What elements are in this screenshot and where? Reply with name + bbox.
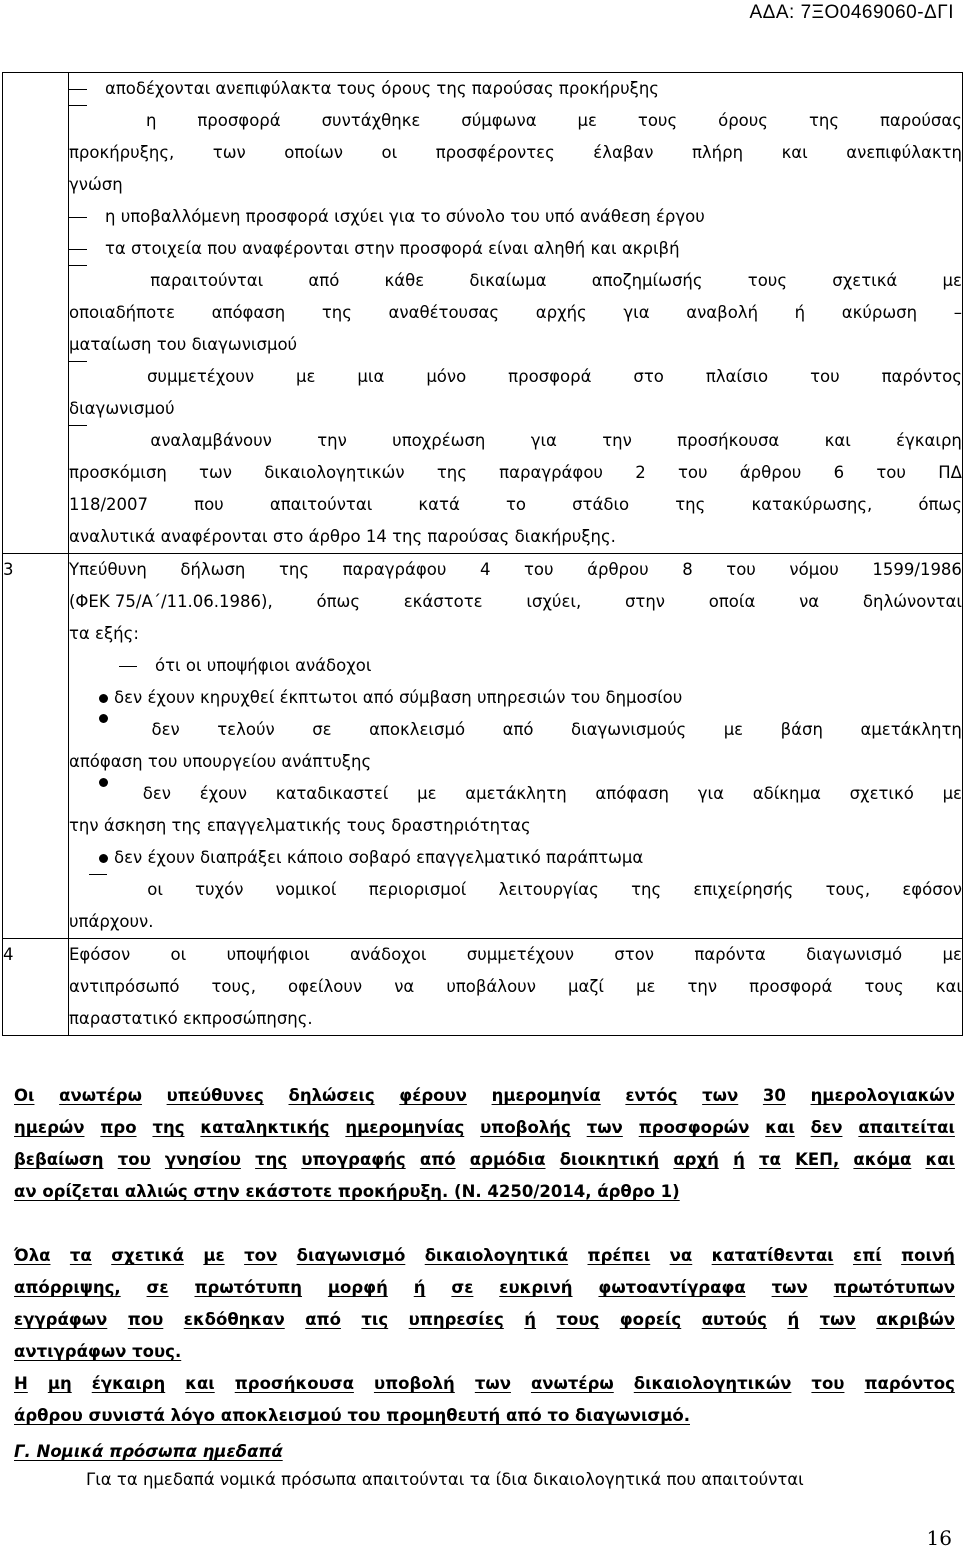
word: πλήρη [691, 143, 744, 162]
word: από [419, 1150, 456, 1169]
word: ΠΔ [938, 463, 962, 482]
word: ακύρωση [841, 303, 918, 322]
word: παραγράφου [342, 560, 447, 579]
word: και [935, 977, 962, 996]
text-line: απόφαση του υπουργείου ανάπτυξης [69, 752, 372, 771]
word: 4 [479, 560, 491, 579]
word: με [942, 271, 962, 290]
justified-line [69, 554, 962, 586]
bullet-icon [99, 714, 108, 723]
word: αποκλεισμό [369, 720, 466, 739]
dash-marker [69, 105, 87, 137]
word: καταληκτικής [200, 1118, 330, 1137]
word: του [523, 560, 554, 579]
word: ποινή [901, 1246, 955, 1265]
word: και [925, 1150, 955, 1169]
word: τις [361, 1310, 389, 1329]
word: του [876, 463, 906, 482]
word: υποχρέωση [392, 431, 486, 450]
dash-marker [119, 666, 137, 667]
word: φορείς [619, 1310, 682, 1329]
word: διαγωνισμό [296, 1246, 406, 1265]
word: παρούσας [879, 111, 962, 130]
word: του [117, 1150, 151, 1169]
word: με [577, 111, 597, 130]
word: απαιτείται [858, 1118, 955, 1137]
row-number: 4 [3, 939, 69, 1036]
word: φέρουν [399, 1086, 467, 1105]
word: απόφαση [595, 784, 670, 803]
word: σχετικά [111, 1246, 184, 1265]
word: των [702, 1086, 739, 1105]
word: δικαιολογητικών [633, 1374, 792, 1393]
word: της [321, 303, 352, 322]
word: βεβαίωση [14, 1150, 104, 1169]
word: προ [100, 1118, 137, 1137]
word: καταδικαστεί [275, 784, 389, 803]
dash-marker [69, 217, 87, 218]
justified-line [69, 489, 962, 521]
declaration-item: η υποβαλλόμενη προσφορά ισχύει για το σύνολο του υπό ανάθεση έργου [105, 207, 705, 226]
dash-marker [69, 425, 87, 457]
word: προσφέροντες [435, 143, 555, 162]
word: γνησίου [164, 1150, 241, 1169]
word: πλαίσιο [705, 367, 769, 386]
word: κατατίθενται [711, 1246, 834, 1265]
word: δηλώσεις [288, 1086, 375, 1105]
word: της [278, 560, 310, 579]
word: που [127, 1310, 164, 1329]
word: σε [146, 1278, 169, 1297]
word: της [255, 1150, 288, 1169]
word: πρωτότυπη [194, 1278, 303, 1297]
word: υποβάλουν [446, 977, 536, 996]
word: οι [170, 945, 187, 964]
bullet-item: δεν έχουν κηρυχθεί έκπτωτοι από σύμβαση υπηρεσιών του δημοσίου [114, 688, 683, 707]
word: των [212, 143, 246, 162]
word: διαγωνισμό [806, 945, 903, 964]
word: τους, [825, 880, 871, 899]
justified-line [69, 105, 962, 137]
word: με [203, 1246, 225, 1265]
word: αρχή [673, 1150, 719, 1169]
word: οι [381, 143, 398, 162]
word: απαιτούνται [269, 495, 373, 514]
bullet-icon [99, 854, 108, 863]
bullet-item: δεν έχουν διαπράξει κάποιο σοβαρό επαγγελματικό παράπτωμα [114, 848, 644, 867]
word: σε [451, 1278, 474, 1297]
word: τον [244, 1246, 278, 1265]
word: ανωτέρω [530, 1374, 614, 1393]
word: με [635, 977, 656, 996]
word: υπεύθυνες [166, 1086, 264, 1105]
word: μαζί [567, 977, 604, 996]
justified-line [69, 297, 962, 329]
word: και [765, 1118, 795, 1137]
word: δεν [810, 1118, 843, 1137]
word: ευκρινή [499, 1278, 573, 1297]
table-row [3, 73, 963, 554]
text-line: γνώση [69, 175, 123, 194]
declaration-item: ότι οι υποψήφιοι ανάδοχοι [155, 656, 372, 675]
text-line: παραστατικό εκπροσώπησης. [69, 1009, 313, 1028]
word: οποία [708, 592, 756, 611]
text-line: τα εξής: [69, 624, 139, 643]
word: στην [624, 592, 666, 611]
word: να [394, 977, 415, 996]
row-content [69, 73, 963, 554]
word: αρχής [535, 303, 587, 322]
word: εφόσον [902, 880, 962, 899]
word: παραιτούνται [150, 271, 264, 290]
word: αναλαμβάνουν [150, 431, 272, 450]
word: προσφορά [197, 111, 281, 130]
word: για [530, 431, 557, 450]
word: κάθε [384, 271, 425, 290]
word: από [308, 271, 340, 290]
word: προσφορών [638, 1118, 750, 1137]
text-line: αναλυτικά αναφέρονται στο άρθρο 14 της παρούσας διακήρυξης. [69, 527, 616, 546]
word: έγκαιρη [896, 431, 962, 450]
word: προσκόμιση [69, 463, 167, 482]
word: Όλα [14, 1246, 51, 1265]
word: κατακύρωσης, [751, 495, 873, 514]
word: οι [147, 880, 163, 899]
word: πρέπει [587, 1246, 651, 1265]
word: να [799, 592, 820, 611]
word: προσήκουσα [234, 1374, 354, 1393]
word: έχουν [199, 784, 248, 803]
word: ανωτέρω [59, 1086, 142, 1105]
word: δηλώνονται [862, 592, 962, 611]
word: υποβολή [373, 1374, 455, 1393]
word: των [819, 1310, 856, 1329]
word: 1599/1986 [872, 560, 962, 579]
word: αναβολή [686, 303, 759, 322]
word: με [296, 367, 316, 386]
word: παρόντος [864, 1374, 955, 1393]
word: προσήκουσα [677, 431, 780, 450]
row-content [69, 939, 963, 1036]
word: για [623, 303, 650, 322]
word: δήλωση [180, 560, 246, 579]
table-row [3, 939, 963, 1036]
word: άρθρου [587, 560, 649, 579]
word: ημερών [14, 1118, 85, 1137]
word: αποζημίωσής [591, 271, 703, 290]
word: με [723, 720, 744, 739]
word: που [194, 495, 224, 514]
dash-marker [89, 874, 107, 906]
declarations-date-note: Οι ανωτέρω υπεύθυνες δηλώσεις φέρουν ημερομηνία εντός των 30 ημερολογιακών ημερών προ της καταληκτικής ημερομηνίας υποβολής των προσφορών και δεν απαιτείται βεβαίωση του γνησίου της υπογραφής από αρμόδια διοικητική αρχή ή τα ΚΕΠ, ακόμα και αν ορίζεται αλλιώς στην εκάστοτε προκήρυξη. (Ν. 4250/2014, άρθρο 1) [14, 1080, 955, 1208]
word: Η [14, 1374, 28, 1393]
word: Εφόσον [69, 945, 131, 964]
justified-line [69, 457, 962, 489]
row-number: 3 [3, 554, 69, 939]
word: – [953, 303, 962, 322]
dash-marker [69, 265, 87, 297]
word: φωτοαντίγραφα [598, 1278, 746, 1297]
word: τους [747, 271, 788, 290]
text-line: διαγωνισμού [69, 399, 175, 418]
word: και [185, 1374, 215, 1393]
word: 6 [833, 463, 845, 482]
word: επιχείρησής [693, 880, 794, 899]
word: της [675, 495, 706, 514]
word: νομικοί [275, 880, 337, 899]
word: την [602, 431, 632, 450]
word: δικαίωμα [469, 271, 547, 290]
word: όπως [316, 592, 360, 611]
word: ακόμα [853, 1150, 912, 1169]
word: 8 [682, 560, 693, 579]
word: περιορισμοί [368, 880, 467, 899]
word: αμετάκλητη [465, 784, 567, 803]
word: μια [357, 367, 385, 386]
word: εκδόθηκαν [183, 1310, 285, 1329]
word: και [781, 143, 808, 162]
word: νόμου [789, 560, 839, 579]
word: ανεπιφύλακτη [846, 143, 962, 162]
word: εντός [625, 1086, 678, 1105]
word: συντάχθηκε [321, 111, 421, 130]
requirements-table [2, 72, 963, 1036]
word: σύμφωνα [461, 111, 537, 130]
word: 118/2007 [69, 495, 149, 514]
section-text: Για τα ημεδαπά νομικά πρόσωπα απαιτούνται τα ίδια δικαιολογητικά που απαιτούνται [86, 1470, 804, 1489]
word: στον [614, 945, 654, 964]
word: ανάδοχοι [350, 945, 427, 964]
word: έγκαιρη [91, 1374, 166, 1393]
word: για [697, 784, 724, 803]
word: προκήρυξης, [69, 143, 175, 162]
word: οποίων [284, 143, 344, 162]
word: των [586, 1118, 623, 1137]
bullet-icon [99, 694, 108, 703]
word: ΚΕΠ, [795, 1150, 840, 1169]
word: δεν [151, 720, 180, 739]
word: τους [864, 977, 904, 996]
word: της [631, 880, 662, 899]
justified-line [69, 137, 962, 169]
word: συμμετέχουν [146, 367, 255, 386]
word: το [505, 495, 526, 514]
word: τους [637, 111, 678, 130]
word: του [677, 463, 708, 482]
word: σχετικό [849, 784, 914, 803]
word: απόφαση [211, 303, 286, 322]
word: αμετάκλητη [860, 720, 962, 739]
word: τα [69, 1246, 92, 1265]
word: μόνο [426, 367, 467, 386]
word: άρθρου [739, 463, 802, 482]
word: από [502, 720, 534, 739]
word: των [771, 1278, 808, 1297]
word: ή [794, 303, 806, 322]
word: οφείλουν [288, 977, 363, 996]
section-heading-text: Γ. Νομικά πρόσωπα ημεδαπά [14, 1442, 283, 1461]
originals-note: Όλα τα σχετικά με τον διαγωνισμό δικαιολογητικά πρέπει να κατατίθενται επί ποινή απόρριψης, σε πρωτότυπη μορφή ή σε ευκρινή φωτοαντίγραφα των πρωτότυπων εγγράφων που εκδόθηκαν από τις υπηρεσίες ή τους φορείς αυτούς ή των ακριβών αντιγράφων τους. Η μη έγκαιρη και προσήκουσα υποβολή των ανωτέρω δικαιολογητικών του παρόντος άρθρου συνιστά λόγο αποκλεισμού του προμηθευτή από το διαγωνισμό. [14, 1240, 955, 1432]
word: ή [787, 1310, 800, 1329]
justified-line [69, 586, 962, 618]
dash-marker [69, 361, 87, 393]
word: αντιπρόσωπό [69, 977, 180, 996]
word: 30 [762, 1086, 786, 1105]
word: την [317, 431, 347, 450]
dash-marker [69, 89, 87, 90]
word: τους [556, 1310, 600, 1329]
word: του [811, 1374, 845, 1393]
word: τα [759, 1150, 781, 1169]
word: υποψήφιοι [226, 945, 310, 964]
word: συμμετέχουν [466, 945, 574, 964]
word: προσφορά [749, 977, 833, 996]
word: να [669, 1246, 693, 1265]
word: με [417, 784, 437, 803]
word: αναθέτουσας [388, 303, 500, 322]
word: Οι [14, 1086, 35, 1105]
word: πρωτότυπων [833, 1278, 955, 1297]
dash-marker [69, 249, 87, 250]
word: όρους [718, 111, 768, 130]
word: λειτουργίας [498, 880, 599, 899]
word: με [942, 784, 962, 803]
text-line: την άσκηση της επαγγελματικής τους δραστηριότητας [69, 816, 531, 835]
declaration-item: αποδέχονται ανεπιφύλακτα τους όρους της παρούσας προκήρυξης [105, 79, 659, 98]
word: όπως [918, 495, 962, 514]
word: υπογραφής [301, 1150, 406, 1169]
word: της [436, 463, 467, 482]
word: τελούν [217, 720, 275, 739]
word: της [808, 111, 840, 130]
word: δικαιολογητικά [424, 1246, 569, 1265]
word: του [726, 560, 756, 579]
word: των [474, 1374, 511, 1393]
section-heading [14, 1436, 283, 1468]
declaration-item: τα στοιχεία που αναφέρονται στην προσφορά είναι αληθή και ακριβή [105, 239, 680, 258]
bullet-icon [99, 778, 108, 787]
word: ή [524, 1310, 537, 1329]
text-line: υπάρχουν. [69, 912, 154, 931]
word: ακριβών [876, 1310, 955, 1329]
word: αρμόδια [469, 1150, 546, 1169]
word: η [145, 111, 157, 130]
word: υπηρεσίες [408, 1310, 504, 1329]
word: υποβολής [480, 1118, 571, 1137]
word: στο [633, 367, 664, 386]
word: εκάστοτε [403, 592, 483, 611]
word: μορφή [327, 1278, 388, 1297]
word: του [810, 367, 840, 386]
word: και [824, 431, 851, 450]
justified-line [69, 971, 962, 1003]
word: παρόντα [694, 945, 766, 964]
table-row [3, 554, 963, 939]
word: ημερομηνίας [345, 1118, 465, 1137]
word: δεν [142, 784, 171, 803]
word: την [687, 977, 718, 996]
word: επί [853, 1246, 882, 1265]
word: δικαιολογητικών [264, 463, 405, 482]
word: βάση [780, 720, 823, 739]
word: της [152, 1118, 185, 1137]
page-number: 16 [926, 1526, 952, 1550]
word: Υπεύθυνη [69, 560, 147, 579]
word: μη [47, 1374, 72, 1393]
word: αυτούς [701, 1310, 767, 1329]
word: έλαβαν [593, 143, 654, 162]
word: στάδιο [572, 495, 630, 514]
word: παρόντος [881, 367, 962, 386]
word: αδίκημα [752, 784, 821, 803]
word: από [305, 1310, 341, 1329]
word: σε [312, 720, 332, 739]
word: 2 [635, 463, 646, 482]
word: οποιαδήποτε [69, 303, 176, 322]
word: τους, [211, 977, 256, 996]
word: ή [413, 1278, 426, 1297]
word: σχετικά [832, 271, 898, 290]
word: διαγωνισμούς [570, 720, 687, 739]
word: προσφορά [508, 367, 592, 386]
word: ισχύει, [526, 592, 582, 611]
word: τυχόν [195, 880, 244, 899]
word: εγγράφων [14, 1310, 108, 1329]
word: ημερομηνία [491, 1086, 601, 1105]
word: (ΦΕΚ 75/Α΄/11.06.1986), [69, 592, 273, 611]
word: των [199, 463, 232, 482]
row-number-cell [3, 73, 69, 554]
word: διοικητική [559, 1150, 660, 1169]
text-line: ματαίωση του διαγωνισμού [69, 335, 298, 354]
row-content [69, 554, 963, 939]
word: με [942, 945, 962, 964]
word: απόρριψης, [14, 1278, 121, 1297]
justified-line [69, 939, 962, 971]
word: κατά [418, 495, 460, 514]
word: παραγράφου [499, 463, 603, 482]
word: ημερολογιακών [810, 1086, 955, 1105]
word: ή [733, 1150, 745, 1169]
document-id: ΑΔΑ: 7ΞΟ0469060-ΔΓΙ [749, 2, 954, 23]
